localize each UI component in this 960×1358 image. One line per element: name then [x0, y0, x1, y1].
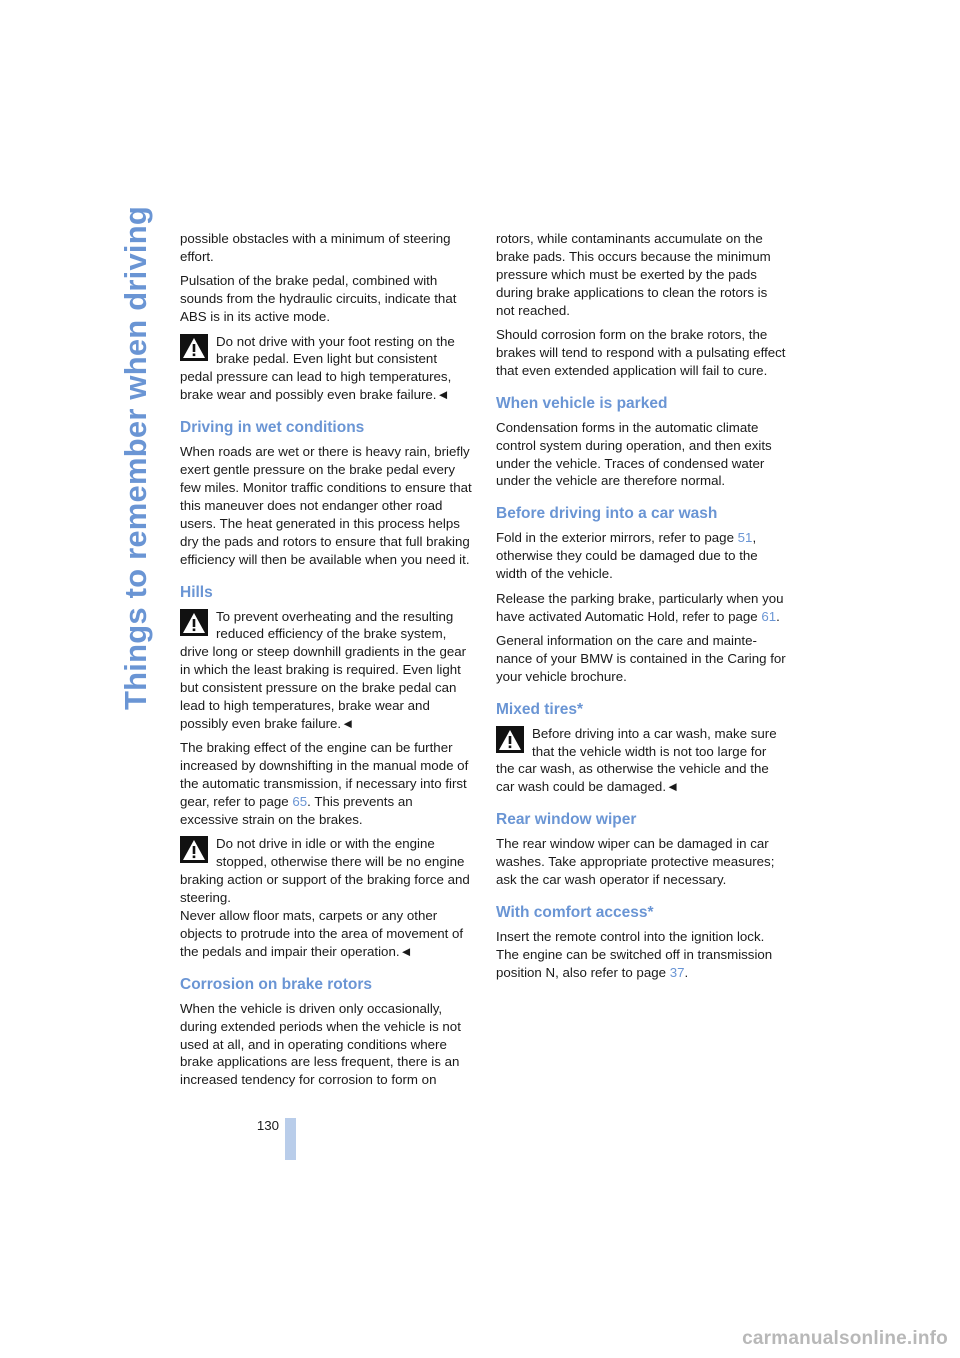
- page-ref-link[interactable]: 51: [737, 530, 753, 546]
- paragraph-abs-pulsation: Pulsation of the brake pedal, combined with sounds from the hydraulic circuits, indicate that ABS is in its active mode.: [180, 273, 457, 325]
- paragraph-wet-conditions: When roads are wet or there is heavy rain, briefly exert gentle pressure on the brake pedal every few miles. Monitor traffic conditions to ensure that this maneuver does not endanger other road users. The heat generated in this process helps dry the pads and rotors to ensure that full braking efficiency will then be available when you need it.: [180, 444, 472, 567]
- paragraph-comfort-access: Insert the remote control into the ignition lock. The engine can be switched off in transmission position N, also refer to page 37.: [496, 928, 773, 980]
- end-mark: ◄: [436, 387, 450, 403]
- heading-mixed-tires: Mixed tires*: [496, 700, 584, 718]
- chapter-title-text: Things to remember when driving: [118, 206, 153, 710]
- heading-wet-conditions: Driving in wet conditions: [180, 419, 365, 437]
- paragraph-care-info: General information on the care and mainte-nance of your BMW is contained in the Caring for your vehicle brochure.: [496, 632, 786, 684]
- page-ref-link[interactable]: 37: [669, 964, 685, 980]
- paragraph-rear-wiper: The rear window wiper can be damaged in car washes. Take appropriate protective measures; ask the car wash operator if necessary.: [496, 836, 775, 888]
- paragraph-vehicle-parked: Condensation forms in the automatic climate control system during operation, and then exits under the vehicle. Traces of condensed water under the vehicle are therefore normal.: [496, 419, 772, 489]
- paragraph-steering: possible obstacles with a minimum of steering effort.: [180, 231, 451, 264]
- heading-rear-wiper: Rear window wiper: [496, 811, 637, 829]
- end-mark: ◄: [666, 779, 680, 795]
- warning-text: To prevent overheating and the resulting reduced efficiency of the brake system, drive long or steep downhill gradients in the gear in which the least braking is required. Even light but consistent pressure on the brake pedal can lead to high temperatures, brake wear and possibly even brake failure.: [180, 608, 467, 731]
- warning-hills: [180, 608, 472, 733]
- paragraph-corrosion: When the vehicle is driven only occasionally, during extended periods when the vehicle is not used at all, and in operating conditions where brake applications are less frequent, there is an increased tendency for corrosion to form on: [180, 1000, 461, 1088]
- page-number: 130: [256, 1118, 279, 1133]
- heading-car-wash: Before driving into a car wash: [496, 505, 718, 523]
- paragraph-engine-braking: The braking effect of the engine can be further increased by downshifting in the manual mode of the automatic transmission, if necessary into first gear, refer to page 65. This prevents an excessive strain on the brakes.: [180, 740, 469, 827]
- watermark-text: carmanualsonline.info: [742, 1328, 948, 1349]
- warning-triangle-icon: [180, 836, 208, 863]
- heading-comfort-access: With comfort access*: [496, 903, 654, 921]
- warning-text: Before driving into a car wash, make sure that the vehicle width is not too large for the car wash, as otherwise the vehicle and the car wash could be damaged.: [496, 725, 777, 795]
- warning-text: Do not drive in idle or with the engine stopped, otherwise there will be no engine braking action or support of the braking force and steering.: [180, 836, 470, 906]
- warning-triangle-icon: [180, 609, 208, 636]
- warning-triangle-icon: [496, 726, 524, 753]
- page-ref-link[interactable]: 61: [761, 608, 777, 624]
- warning-vehicle-width: [496, 725, 788, 797]
- end-mark: ◄: [399, 943, 413, 959]
- warning-text: Do not drive with your foot resting on the brake pedal. Even light but consistent pedal pressure can lead to high temperatures, brake wear and possibly even brake failure.: [180, 333, 455, 403]
- sidebar-chapter-title: [118, 206, 158, 710]
- warning-foot-on-pedal: [180, 333, 472, 405]
- heading-vehicle-parked: When vehicle is parked: [496, 394, 668, 412]
- left-column: [180, 230, 472, 1096]
- warning-idle-engine: [180, 835, 472, 960]
- paragraph-corrosion-continued: rotors, while contaminants accumulate on the brake pads. This occurs because the minimum pressure which must be exerted by the pads during brake applications to clean the rotors is not reached.: [496, 231, 771, 318]
- page-marker-bar: [285, 1118, 296, 1160]
- heading-hills: Hills: [180, 583, 213, 601]
- paragraph-parking-brake: Release the parking brake, particularly when you have activated Automatic Hold, refer to page 61.: [496, 590, 784, 624]
- paragraph-fold-mirrors: Fold in the exterior mirrors, refer to page 51, otherwise they could be damaged due to the width of the vehicle.: [496, 530, 758, 582]
- end-mark: ◄: [341, 715, 355, 731]
- page-ref-link[interactable]: 65: [292, 794, 308, 810]
- paragraph-corrosion-pulsating: Should corrosion form on the brake rotors, the brakes will tend to respond with a pulsating effect that even extended application will fail to cure.: [496, 327, 786, 378]
- warning-triangle-icon: [180, 334, 208, 361]
- warning-text-floor-mats: Never allow floor mats, carpets or any other objects to protrude into the area of movement of the pedals and impair their operation.: [180, 908, 464, 959]
- heading-corrosion: Corrosion on brake rotors: [180, 975, 373, 993]
- right-column: [496, 230, 788, 988]
